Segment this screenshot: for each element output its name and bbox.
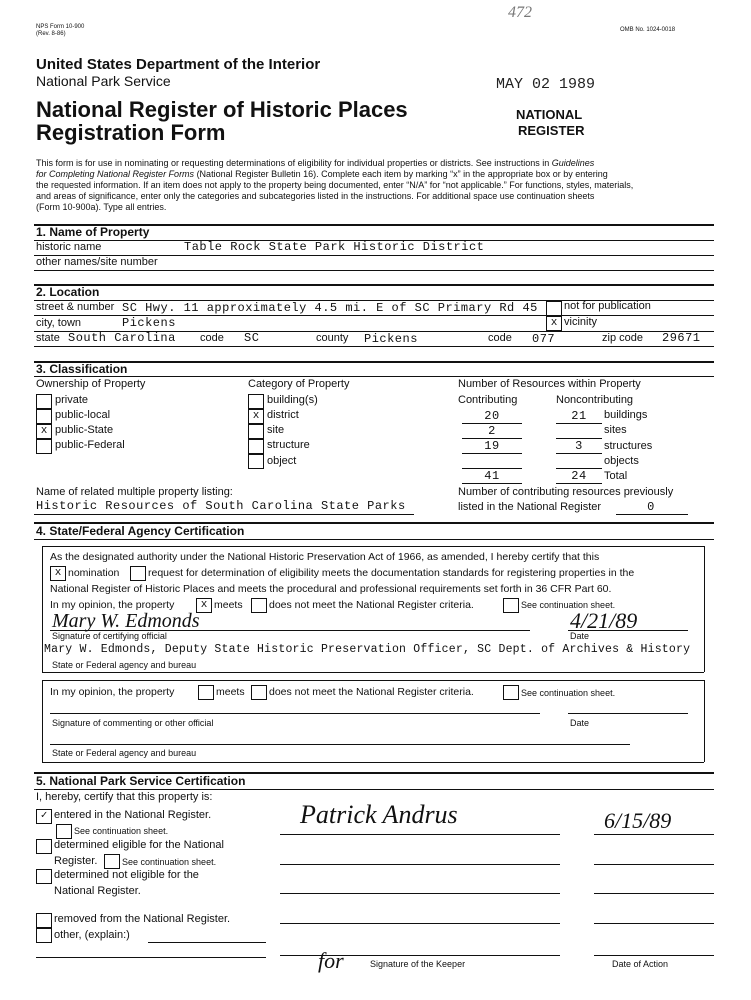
does-not-meet-checkbox-2[interactable] — [251, 685, 267, 700]
commenting-signature-label: Signature of commenting or other official — [52, 718, 214, 728]
divider — [280, 864, 560, 865]
category-header: Category of Property — [248, 378, 350, 390]
section2-title: 2. Location — [36, 285, 100, 299]
border — [42, 680, 43, 762]
meets-checkbox[interactable]: x — [196, 598, 212, 613]
not-for-publication-checkbox[interactable] — [546, 301, 562, 316]
border — [42, 680, 704, 681]
entered-continuation-checkbox[interactable] — [56, 824, 72, 839]
certification-paragraph-line1: As the designated authority under the National Historic Preservation Act of 1966, as amended, I hereby certify that this — [50, 551, 600, 563]
ownership-private-checkbox[interactable] — [36, 394, 52, 409]
buildings-label: buildings — [604, 409, 648, 421]
historic-name-value[interactable]: Table Rock State Park Historic District — [184, 240, 485, 254]
divider — [594, 955, 714, 956]
ownership-public-federal-label: public-Federal — [55, 439, 125, 451]
previously-listed-value[interactable]: 0 — [647, 500, 655, 514]
vicinity-checkbox[interactable]: x — [546, 316, 562, 331]
divider — [462, 453, 522, 454]
eligible-continuation-label: See continuation sheet. — [122, 857, 217, 867]
category-district-label: district — [267, 409, 299, 421]
entered-checkbox[interactable]: ✓ — [36, 809, 52, 824]
divider — [280, 893, 560, 894]
historic-name-label: historic name — [36, 241, 102, 253]
resources-header: Number of Resources within Property — [458, 378, 641, 390]
state-code-label: code — [200, 332, 224, 344]
ownership-public-local-checkbox[interactable] — [36, 409, 52, 424]
state-value[interactable]: South Carolina — [68, 331, 176, 345]
section3-title: 3. Classification — [36, 362, 128, 376]
noncontributing-total[interactable]: 24 — [571, 469, 587, 483]
opinion-label: In my opinion, the property — [50, 599, 175, 611]
meets-checkbox-2[interactable] — [198, 685, 214, 700]
ownership-public-state-label: public-State — [55, 424, 114, 436]
objects-label: objects — [604, 455, 639, 467]
certifying-official-name[interactable]: Mary W. Edmonds, Deputy State Historic Preservation Officer, SC Dept. of Archives & History — [44, 643, 691, 656]
divider — [50, 744, 630, 745]
noncontributing-structures[interactable]: 3 — [575, 439, 583, 453]
keeper-signature: Patrick Andrus — [300, 800, 458, 829]
ownership-private-label: private — [55, 394, 89, 406]
date-label: Date — [570, 631, 590, 641]
noncontributing-buildings[interactable]: 21 — [571, 409, 587, 423]
does-not-meet-label-2: does not meet the National Register criteria. — [269, 686, 474, 698]
removed-checkbox[interactable] — [36, 913, 52, 928]
agency-label-2: State or Federal agency and bureau — [52, 748, 197, 758]
ownership-public-state-checkbox[interactable]: x — [36, 424, 52, 439]
divider — [594, 864, 714, 865]
divider — [36, 957, 266, 958]
contributing-sites[interactable]: 2 — [488, 424, 496, 438]
border — [42, 546, 704, 547]
certification-paragraph-line3: National Register of Historic Places and meets the procedural and professional requirements set forth in 36 CFR Part 60. — [50, 583, 612, 595]
sites-label: sites — [604, 424, 627, 436]
multiple-listing-value[interactable]: Historic Resources of South Carolina State Parks — [36, 499, 406, 513]
not-eligible-label: determined not eligible for the — [54, 869, 199, 881]
form-number: NPS Form 10-900 — [36, 24, 85, 30]
divider — [462, 483, 522, 484]
divider — [148, 942, 266, 943]
divider — [34, 376, 714, 377]
does-not-meet-label: does not meet the National Register criteria. — [269, 599, 474, 611]
entered-continuation-label: See continuation sheet. — [74, 826, 169, 836]
street-label: street & number — [36, 301, 115, 313]
removed-label: removed from the National Register. — [54, 913, 231, 925]
border — [704, 546, 705, 672]
agency-label: State or Federal agency and bureau — [52, 660, 197, 670]
continuation-sheet-checkbox[interactable] — [503, 598, 519, 613]
ownership-header: Ownership of Property — [36, 378, 146, 390]
category-buildings-label: building(s) — [267, 394, 318, 406]
determined-eligible-register: Register. — [54, 855, 98, 867]
multiple-listing-label: Name of related multiple property listing: — [36, 486, 233, 498]
structures-label: structures — [604, 440, 653, 452]
border — [42, 546, 43, 672]
omb-number: OMB No. 1024-0018 — [620, 27, 676, 33]
category-structure-checkbox[interactable] — [248, 439, 264, 454]
certifying-date: 4/21/89 — [570, 608, 638, 633]
keeper-intro: I, hereby, certify that this property is: — [36, 791, 213, 803]
nomination-checkbox[interactable]: x — [50, 566, 66, 581]
opinion-label-2: In my opinion, the property — [50, 686, 175, 698]
nomination-label: nomination — [68, 567, 120, 579]
divider — [556, 483, 602, 484]
contributing-header: Contributing — [458, 394, 518, 406]
does-not-meet-checkbox[interactable] — [251, 598, 267, 613]
date-label-2: Date — [570, 718, 590, 728]
section5-title: 5. National Park Service Certification — [36, 774, 246, 788]
continuation-sheet-checkbox-2[interactable] — [503, 685, 519, 700]
divider — [34, 346, 714, 347]
stamp-line-national: NATIONAL — [516, 107, 583, 122]
noncontributing-header: Noncontributing — [556, 394, 634, 406]
previously-listed-label-1: Number of contributing resources previously — [458, 486, 674, 498]
category-object-checkbox[interactable] — [248, 454, 264, 469]
county-label: county — [316, 332, 349, 344]
previously-listed-label-2: listed in the National Register — [458, 501, 602, 513]
section1-title: 1. Name of Property — [36, 225, 150, 239]
eligible-continuation-checkbox[interactable] — [104, 854, 120, 869]
divider — [34, 539, 714, 540]
divider — [34, 361, 714, 363]
request-checkbox[interactable] — [130, 566, 146, 581]
county-value[interactable]: Pickens — [364, 332, 418, 346]
border — [704, 680, 705, 762]
border — [42, 762, 704, 763]
certifying-signature: Mary W. Edmonds — [52, 610, 200, 632]
date-of-action-label: Date of Action — [612, 959, 669, 969]
keeper-date: 6/15/89 — [604, 808, 672, 833]
divider — [568, 713, 688, 714]
divider — [34, 789, 714, 790]
for-mark: for — [318, 948, 344, 973]
divider — [594, 834, 714, 835]
divider — [34, 514, 414, 515]
continuation-sheet-label: See continuation sheet. — [521, 600, 616, 610]
category-structure-label: structure — [267, 439, 310, 451]
other-names-label: other names/site number — [36, 256, 158, 268]
form-title-line2: Registration Form — [36, 120, 226, 145]
contributing-structures[interactable]: 19 — [484, 439, 500, 453]
vicinity-label: vicinity — [564, 316, 598, 328]
divider — [616, 514, 688, 515]
divider — [34, 284, 714, 286]
divider — [280, 923, 560, 924]
section4-title: 4. State/Federal Agency Certification — [36, 524, 245, 538]
divider — [594, 923, 714, 924]
state-code-value[interactable]: SC — [244, 331, 260, 345]
signature-label: Signature of certifying official — [52, 631, 167, 641]
continuation-sheet-label-2: See continuation sheet. — [521, 688, 616, 698]
divider — [594, 893, 714, 894]
category-site-checkbox[interactable] — [248, 424, 264, 439]
not-eligible-register: National Register. — [54, 885, 141, 897]
determined-eligible-label: determined eligible for the National — [54, 839, 224, 851]
form-revision: (Rev. 8-86) — [36, 31, 66, 37]
state-label: state — [36, 332, 60, 344]
certification-paragraph-line2: request for determination of eligibility meets the documentation standards for registering properties in the — [148, 567, 635, 579]
city-label: city, town — [36, 317, 82, 329]
category-buildings-checkbox[interactable] — [248, 394, 264, 409]
not-eligible-checkbox[interactable] — [36, 869, 52, 884]
contributing-buildings[interactable]: 20 — [484, 409, 500, 423]
form-title-line1: National Register of Historic Places — [36, 97, 408, 122]
divider — [556, 453, 602, 454]
determined-eligible-checkbox[interactable] — [36, 839, 52, 854]
ownership-public-federal-checkbox[interactable] — [36, 439, 52, 454]
received-stamp-date: MAY 02 1989 — [496, 76, 596, 93]
divider — [34, 270, 714, 271]
meets-label: meets — [214, 599, 243, 611]
department-name: United States Department of the Interior — [36, 56, 321, 73]
county-code-label: code — [488, 332, 512, 344]
instructions-line1: This form is for use in nominating or requesting determinations of eligibility for individual properties or districts. See instructions in Guidelines — [36, 158, 595, 168]
instructions-line4: and areas of significance, enter only the categories and subcategories listed in the instructions. For additional space use continuation sheets — [36, 191, 595, 201]
category-object-label: object — [267, 455, 297, 467]
contributing-total[interactable]: 41 — [484, 469, 500, 483]
stamp-line-register: REGISTER — [518, 123, 585, 138]
category-site-label: site — [267, 424, 285, 436]
city-value[interactable]: Pickens — [122, 316, 176, 330]
street-value[interactable]: SC Hwy. 11 approximately 4.5 mi. E of SC Primary Rd 45 — [122, 301, 538, 315]
meets-label-2: meets — [216, 686, 245, 698]
category-district-checkbox[interactable]: x — [248, 409, 264, 424]
zip-label: zip code — [602, 332, 643, 344]
instructions-line2: for Completing National Register Forms (National Register Bulletin 16). Complete each item by marking “x” in the appropriate box or by entering — [36, 169, 608, 179]
county-code-value[interactable]: 077 — [532, 332, 556, 346]
instructions-line5: (Form 10-900a). Type all entries. — [36, 202, 167, 212]
zip-value[interactable]: 29671 — [662, 331, 701, 345]
entered-label: entered in the National Register. — [54, 809, 212, 821]
handwritten-number: 472 — [508, 4, 532, 21]
instructions-line3: the requested information. If an item does not apply to the property being documented, enter “N/A” for “not applicable.” For functions, styles, materials, — [36, 180, 634, 190]
total-label: Total — [604, 470, 628, 482]
other-label: other, (explain:) — [54, 929, 130, 941]
divider — [556, 423, 602, 424]
keeper-signature-label: Signature of the Keeper — [370, 959, 466, 969]
divider — [280, 834, 560, 835]
service-name: National Park Service — [36, 73, 171, 89]
other-checkbox[interactable] — [36, 928, 52, 943]
not-for-publication-label: not for publication — [564, 300, 651, 312]
divider — [50, 713, 540, 714]
ownership-public-local-label: public-local — [55, 409, 111, 421]
border — [42, 672, 704, 673]
